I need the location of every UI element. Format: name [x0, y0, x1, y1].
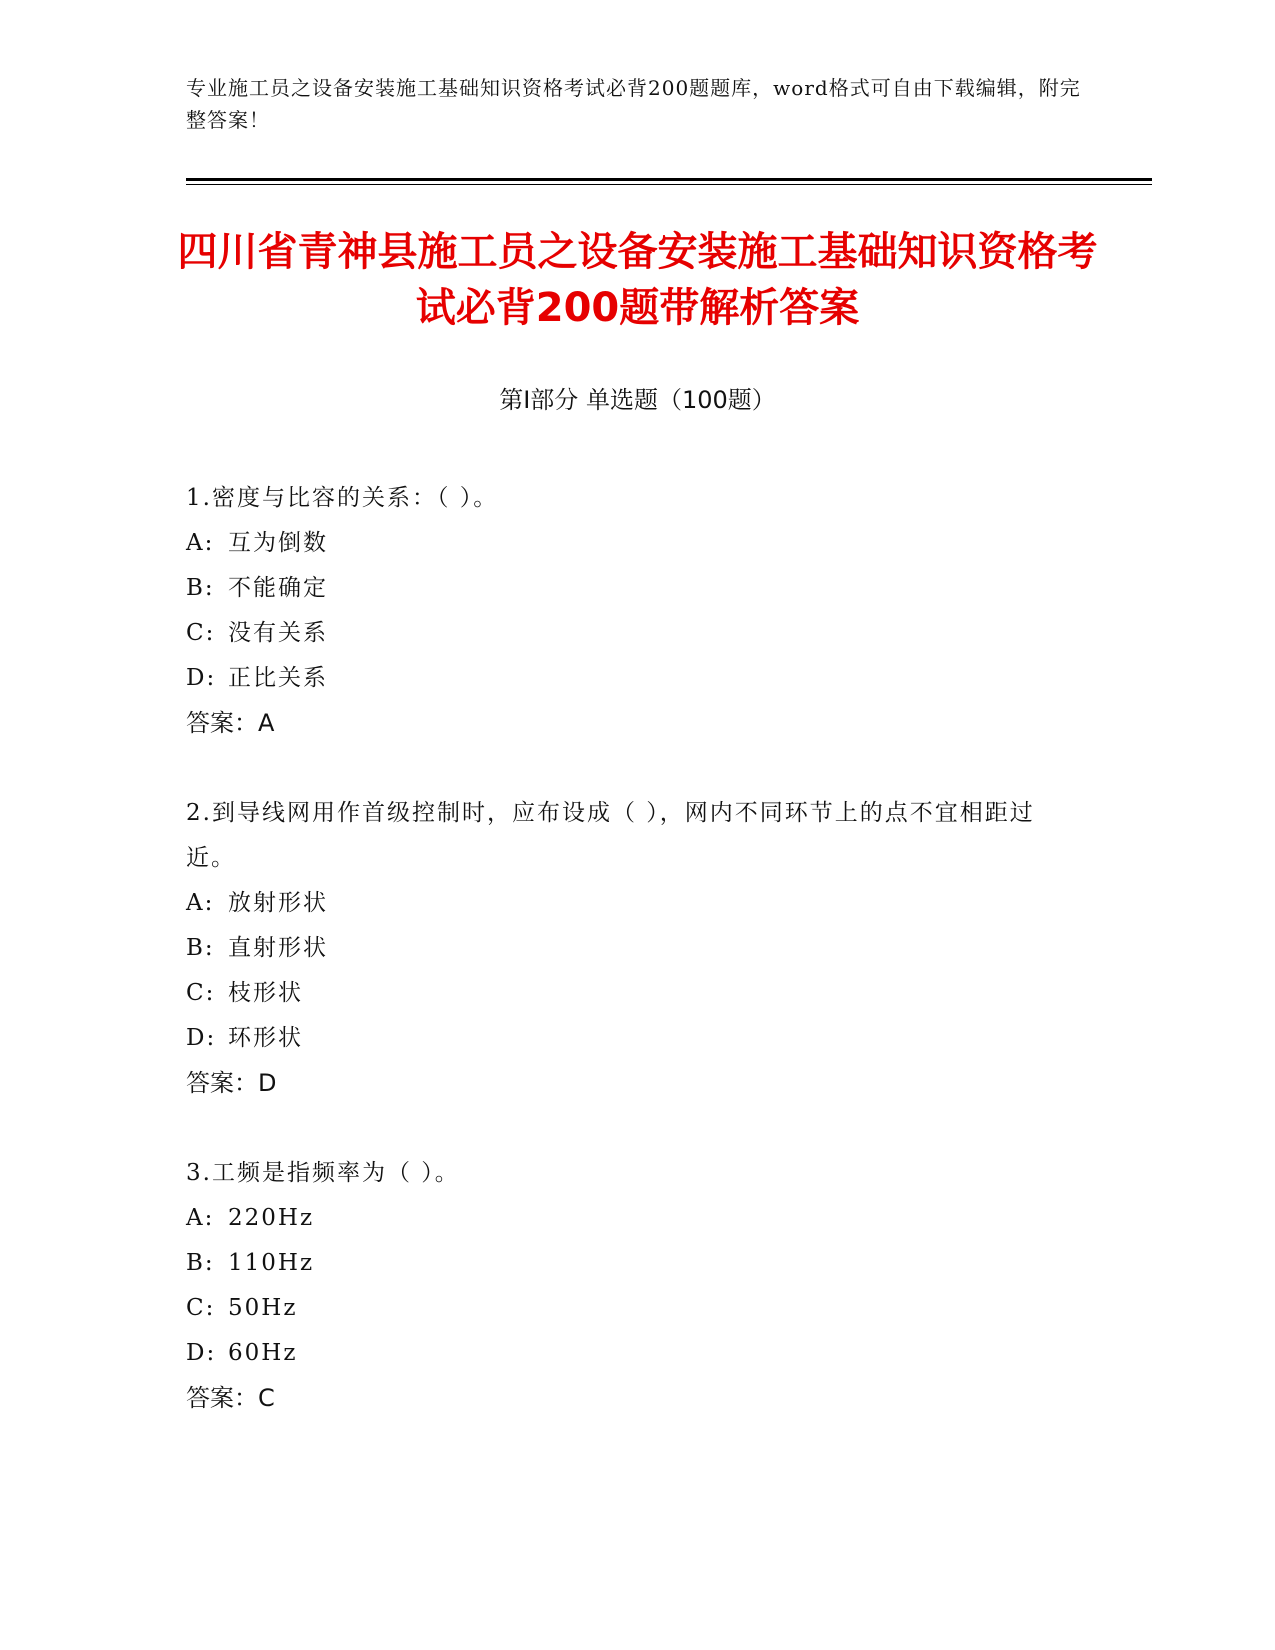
- option-d: [186, 656, 1066, 701]
- option-text: 没有关系: [228, 620, 328, 646]
- option-d: [186, 1016, 1066, 1061]
- option-text: 直射形状: [228, 935, 328, 961]
- answer: 答案：A: [186, 709, 275, 737]
- option-letter: B:: [186, 1250, 215, 1276]
- header-rule-thick: [186, 178, 1152, 181]
- option-c: [186, 611, 1066, 656]
- option-letter: B:: [186, 575, 215, 601]
- question-3: [186, 1151, 1066, 1421]
- option-d: [186, 1331, 1066, 1376]
- option-text: 不能确定: [228, 575, 328, 601]
- answer: 答案：C: [186, 1384, 275, 1412]
- option-c: [186, 971, 1066, 1016]
- option-letter: C:: [186, 1295, 216, 1321]
- question-list: [186, 476, 1066, 1466]
- option-text: 枝形状: [228, 980, 303, 1006]
- section-title: 第Ⅰ部分 单选题（100题）: [499, 386, 776, 414]
- header-rule-thin: [186, 184, 1152, 185]
- option-b: [186, 926, 1066, 971]
- question-stem: 3.工频是指频率为（ ）。: [186, 1160, 460, 1186]
- option-letter: A:: [186, 1205, 215, 1231]
- header-note: 专业施工员之设备安装施工基础知识资格考试必背200题题库，word格式可自由下载编辑，附完整答案！: [186, 76, 1081, 132]
- option-c: [186, 1286, 1066, 1331]
- question-stem: 2.到导线网用作首级控制时，应布设成（ ），网内不同环节上的点不宜相距过近。: [186, 800, 1035, 871]
- option-a: [186, 1196, 1066, 1241]
- answer: 答案：D: [186, 1069, 277, 1097]
- option-letter: A:: [186, 530, 215, 556]
- option-letter: B:: [186, 935, 215, 961]
- option-text: 60Hz: [228, 1340, 298, 1366]
- option-text: 50Hz: [228, 1295, 298, 1321]
- option-letter: D:: [186, 665, 217, 691]
- option-a: [186, 521, 1066, 566]
- option-b: [186, 1241, 1066, 1286]
- option-letter: C:: [186, 620, 216, 646]
- option-b: [186, 566, 1066, 611]
- option-text: 放射形状: [228, 890, 328, 916]
- option-letter: D:: [186, 1025, 217, 1051]
- option-text: 正比关系: [228, 665, 328, 691]
- option-text: 互为倒数: [228, 530, 328, 556]
- option-letter: D:: [186, 1340, 217, 1366]
- question-stem: 1.密度与比容的关系：（ ）。: [186, 485, 499, 511]
- option-text: 220Hz: [228, 1205, 315, 1231]
- option-letter: A:: [186, 890, 215, 916]
- option-text: 110Hz: [228, 1250, 315, 1276]
- option-a: [186, 881, 1066, 926]
- document-title: 四川省青神县施工员之设备安装施工基础知识资格考试必背200题带解析答案: [177, 229, 1098, 331]
- option-letter: C:: [186, 980, 216, 1006]
- question-2: [186, 791, 1066, 1106]
- option-text: 环形状: [228, 1025, 303, 1051]
- question-1: [186, 476, 1066, 746]
